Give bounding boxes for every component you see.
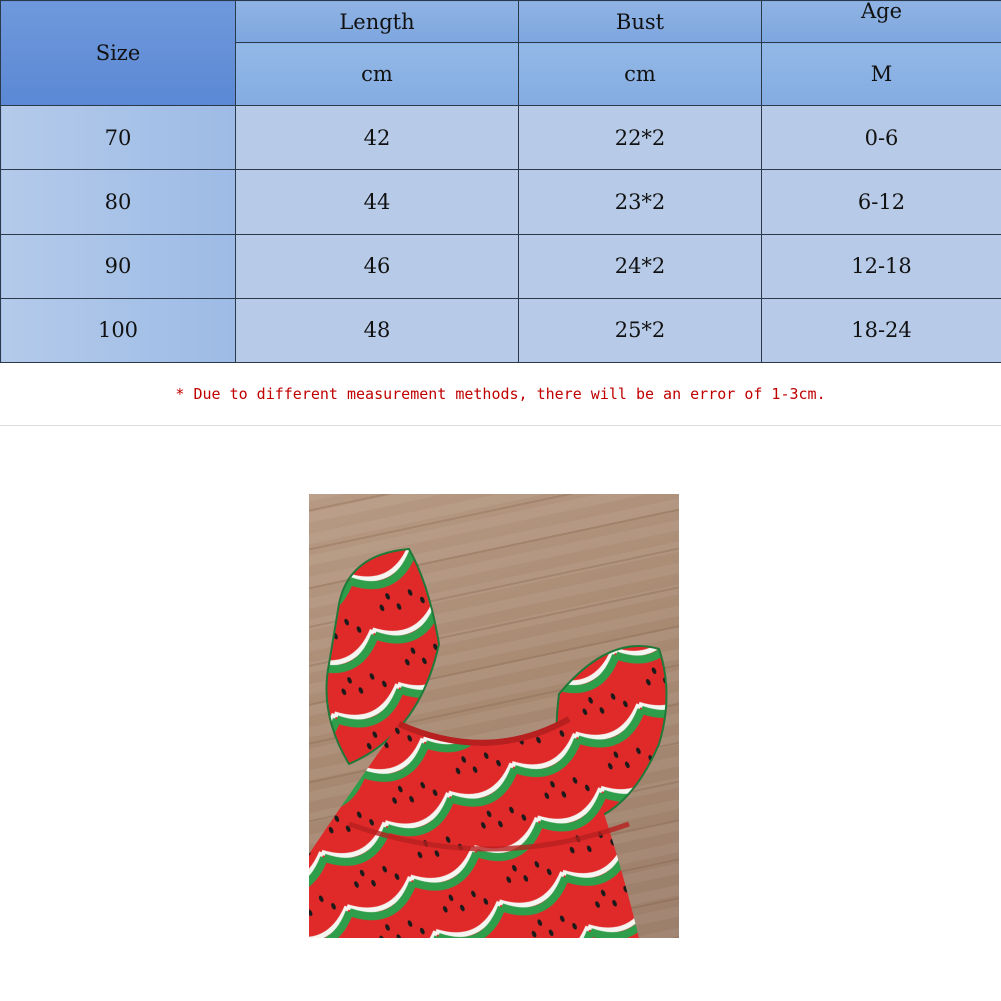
- bust-cell: 24*2: [519, 234, 762, 298]
- length-cell: 46: [236, 234, 519, 298]
- age-cell: 0-6: [762, 106, 1001, 170]
- bust-cell: 25*2: [519, 298, 762, 362]
- length-unit: cm: [236, 43, 519, 106]
- age-header: [762, 1, 1001, 43]
- bust-cell: 22*2: [519, 106, 762, 170]
- table-row: [1, 106, 1001, 170]
- size-header: Size: [1, 1, 236, 106]
- size-cell: 100: [1, 298, 236, 362]
- table-row: [1, 298, 1001, 362]
- size-chart-table: [0, 0, 1001, 363]
- length-header: Length: [236, 1, 519, 43]
- bust-cell: 23*2: [519, 170, 762, 234]
- size-cell: 80: [1, 170, 236, 234]
- age-header-label: Age: [860, 0, 903, 23]
- table-row: [1, 170, 1001, 234]
- bust-header: Bust: [519, 1, 762, 43]
- age-cell: 18-24: [762, 298, 1001, 362]
- dress-illustration: [309, 494, 679, 938]
- length-cell: 44: [236, 170, 519, 234]
- size-cell: 70: [1, 106, 236, 170]
- age-unit: M: [762, 43, 1001, 106]
- bust-unit: cm: [519, 43, 762, 106]
- age-cell: 6-12: [762, 170, 1001, 234]
- length-cell: 42: [236, 106, 519, 170]
- age-cell: 12-18: [762, 234, 1001, 298]
- table-row: [1, 234, 1001, 298]
- watermelon-dress-photo: [309, 494, 679, 938]
- size-cell: 90: [1, 234, 236, 298]
- length-cell: 48: [236, 298, 519, 362]
- measurement-note: * Due to different measurement methods, there will be an error of 1-3cm.: [0, 363, 1001, 426]
